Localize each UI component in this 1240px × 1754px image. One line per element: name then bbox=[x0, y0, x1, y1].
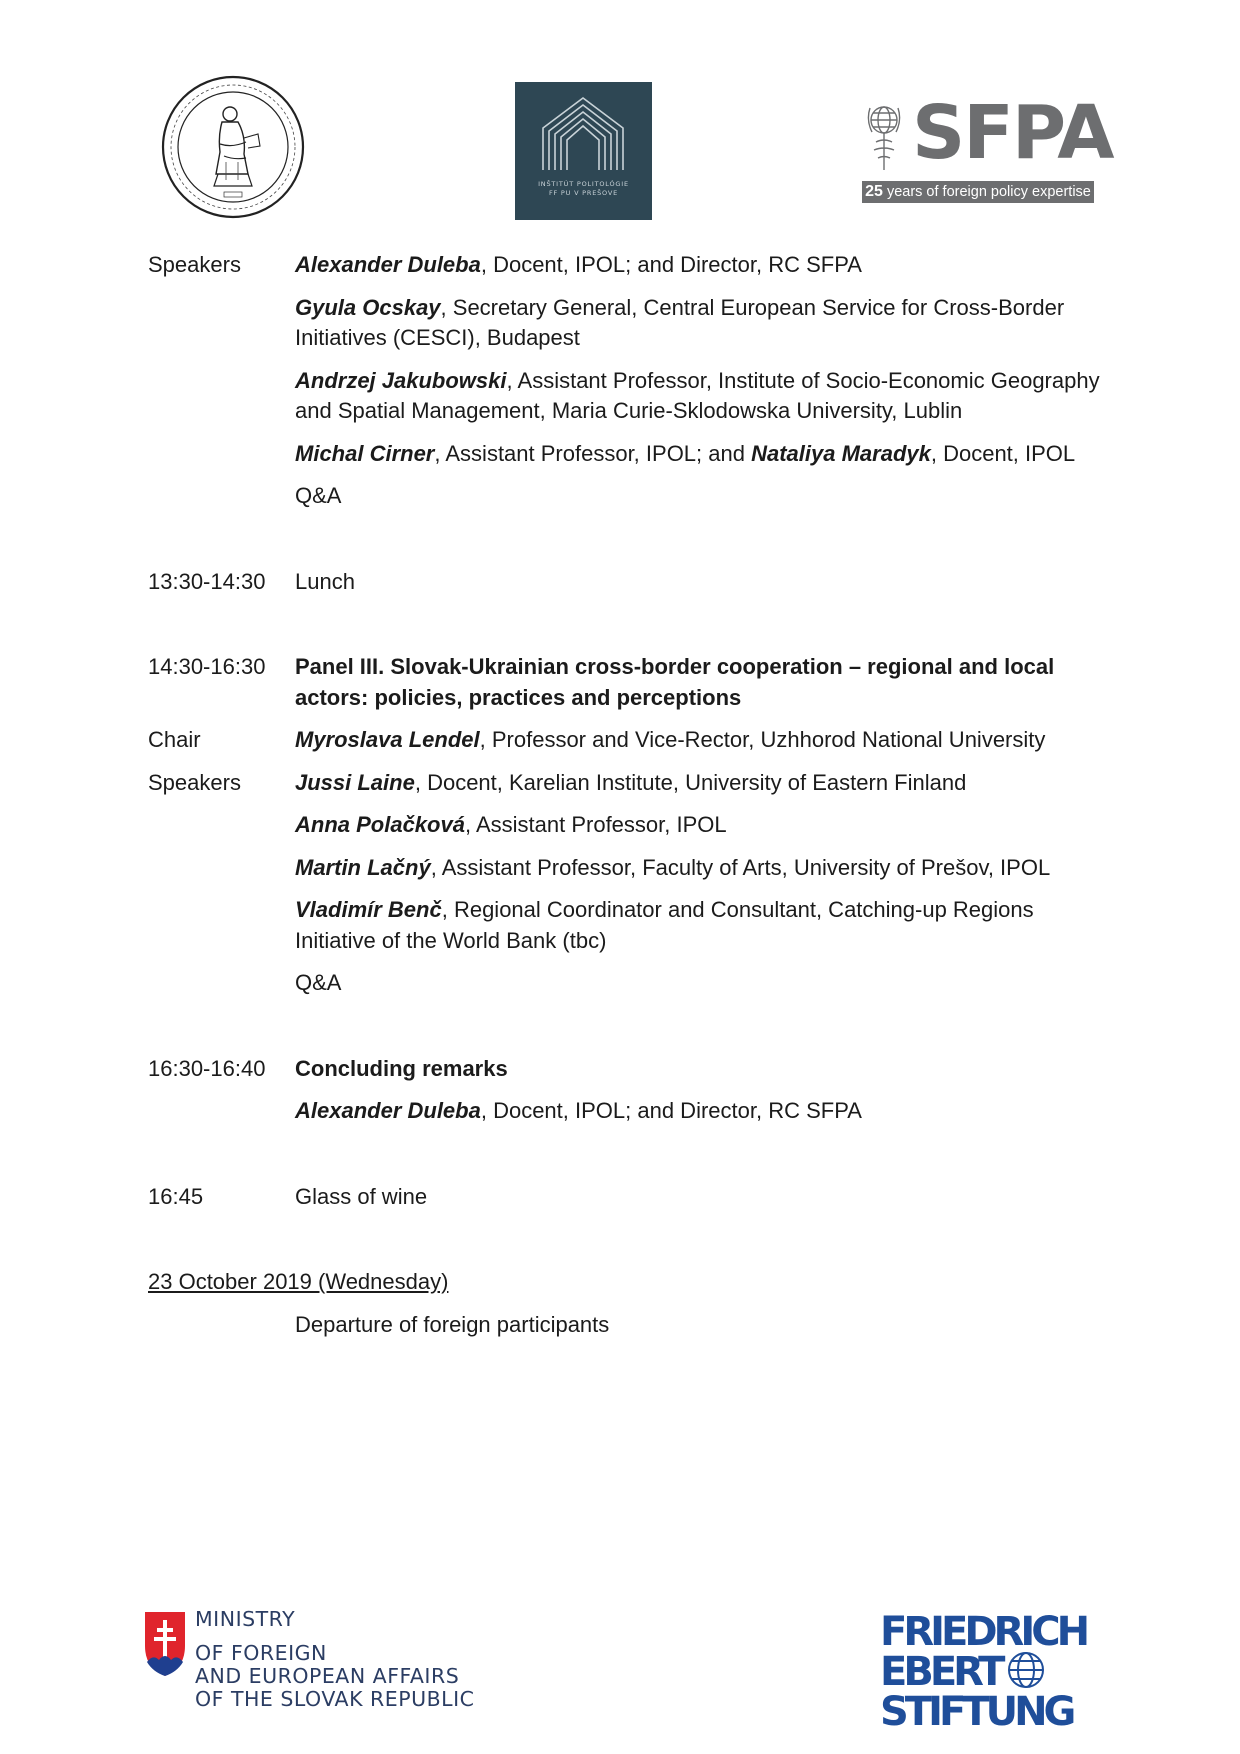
speaker-entry bbox=[295, 768, 1108, 799]
chair-entry bbox=[295, 725, 1108, 756]
sfpa-tagline bbox=[862, 181, 1094, 203]
qa-item: Q&A bbox=[295, 970, 342, 995]
agenda-row bbox=[148, 725, 1108, 756]
wine-item: Glass of wine bbox=[295, 1183, 428, 1209]
speaker-affiliation: , Assistant Professor, Institute of Socio-Economic Geography and Spatial Management, Maria Curie-Sklodowska University, Lublin bbox=[295, 367, 1100, 423]
qa-item: Q&A bbox=[295, 483, 342, 508]
fes-globe-icon bbox=[1006, 1650, 1046, 1690]
speaker-entry bbox=[295, 1096, 1108, 1127]
fes-line-2: EBERT bbox=[880, 1649, 1002, 1695]
speaker-entry bbox=[295, 439, 1108, 470]
agenda-row bbox=[148, 968, 1108, 999]
university-seal-icon bbox=[160, 74, 306, 220]
mfa-line-1: MINISTRY bbox=[195, 1607, 296, 1631]
speaker-affiliation: , Assistant Professor, IPOL bbox=[464, 812, 727, 837]
lunch-item: Lunch bbox=[295, 568, 355, 594]
speaker-name: Vladimír Benč bbox=[295, 897, 442, 922]
time-label: 16:30-16:40 bbox=[148, 1055, 266, 1081]
ipol-logo bbox=[515, 82, 652, 220]
speaker-name: Alexander Duleba bbox=[295, 1098, 481, 1123]
speaker-affiliation: , Assistant Professor, Faculty of Arts, University of Prešov, IPOL bbox=[430, 854, 1051, 880]
sfpa-wordmark: SFPA bbox=[912, 90, 1113, 176]
fes-wordmark bbox=[880, 1609, 1087, 1735]
fes-logo bbox=[880, 1609, 1100, 1738]
mfa-logo bbox=[143, 1607, 475, 1728]
agenda-row bbox=[148, 439, 1108, 470]
mfa-line-3: AND EUROPEAN AFFAIRS bbox=[195, 1664, 460, 1688]
agenda-row bbox=[148, 810, 1108, 841]
agenda-row bbox=[148, 567, 1108, 598]
agenda bbox=[148, 250, 1108, 1340]
agenda-row bbox=[148, 1310, 1108, 1341]
agenda-row bbox=[148, 250, 1108, 281]
speaker-entry bbox=[295, 366, 1108, 427]
speaker-affiliation: , Professor and Vice-Rector, Uzhhorod National University bbox=[479, 727, 1046, 752]
ipol-line-2: FF PU V PREŠOVE bbox=[548, 189, 619, 197]
speaker-name: Gyula Ocskay bbox=[295, 294, 441, 320]
time-label: 16:45 bbox=[148, 1183, 204, 1209]
speaker-entry bbox=[295, 895, 1108, 956]
ipol-line-1: INŠTITÚT POLITOLÓGIE bbox=[538, 180, 629, 188]
agenda-row bbox=[148, 895, 1108, 956]
concluding-title: Concluding remarks bbox=[295, 1055, 508, 1081]
departure-item: Departure of foreign participants bbox=[295, 1311, 610, 1337]
globe-emblem-icon bbox=[862, 98, 910, 178]
speaker-name: Andrzej Jakubowski bbox=[295, 367, 507, 393]
speaker-name: Nataliya Maradyk bbox=[751, 440, 931, 466]
agenda-row bbox=[148, 1182, 1108, 1213]
speaker-name: Martin Lačný bbox=[295, 854, 431, 880]
panel-title: Panel III. Slovak-Ukrainian cross-border cooperation – regional and local actors: policies, practices and perceptions bbox=[295, 654, 1055, 710]
speaker-affiliation: , Assistant Professor, IPOL; and bbox=[434, 440, 752, 466]
sfpa-tagline-number: 25 bbox=[865, 183, 883, 200]
university-seal-logo bbox=[160, 74, 306, 220]
row-label: Speakers bbox=[148, 769, 241, 795]
mfa-line-2: OF FOREIGN bbox=[195, 1641, 327, 1665]
speaker-affiliation: , Docent, Karelian Institute, University of Eastern Finland bbox=[414, 769, 967, 795]
agenda-row bbox=[148, 1267, 1108, 1298]
arch-icon bbox=[515, 82, 652, 172]
speaker-affiliation: , Docent, IPOL; and Director, RC SFPA bbox=[480, 1098, 862, 1123]
row-label: Chair bbox=[148, 727, 201, 752]
fes-line-1: FRIEDRICH bbox=[880, 1609, 1087, 1655]
speaker-affiliation: , Docent, IPOL bbox=[930, 440, 1076, 466]
mfa-line-4: OF THE SLOVAK REPUBLIC bbox=[195, 1687, 475, 1711]
slovak-coat-of-arms-icon bbox=[143, 1610, 187, 1678]
sfpa-logo bbox=[860, 90, 1113, 210]
mfa-text bbox=[195, 1608, 474, 1711]
date-heading: 23 October 2019 (Wednesday) bbox=[148, 1269, 449, 1294]
speaker-name: Alexander Duleba bbox=[295, 252, 481, 277]
agenda-row bbox=[148, 1096, 1108, 1127]
agenda-row bbox=[148, 1054, 1108, 1085]
speaker-entry bbox=[295, 293, 1108, 354]
agenda-row bbox=[148, 853, 1108, 884]
speaker-affiliation: , Secretary General, Central European Service for Cross-Border Initiatives (CESCI), Budapest bbox=[295, 294, 1065, 350]
speaker-entry bbox=[295, 810, 1108, 841]
agenda-row bbox=[148, 293, 1108, 354]
time-label: 14:30-16:30 bbox=[148, 654, 266, 679]
sfpa-tagline-text: years of foreign policy expertise bbox=[882, 184, 1091, 200]
row-label: Speakers bbox=[148, 252, 241, 277]
speaker-affiliation: , Docent, IPOL; and Director, RC SFPA bbox=[480, 252, 862, 277]
speaker-name: Jussi Laine bbox=[295, 769, 415, 795]
time-label: 13:30-14:30 bbox=[148, 568, 266, 594]
agenda-row bbox=[148, 652, 1108, 713]
speaker-affiliation: , Regional Coordinator and Consultant, Catching-up Regions Initiative of the World Bank (tbc) bbox=[295, 897, 1034, 953]
ipol-text bbox=[515, 180, 652, 198]
agenda-row bbox=[148, 366, 1108, 427]
agenda-row bbox=[148, 768, 1108, 799]
speaker-name: Anna Polačková bbox=[295, 812, 465, 837]
speaker-name: Michal Cirner bbox=[295, 440, 435, 466]
fes-line-3: STIFTUNG bbox=[880, 1689, 1073, 1735]
speaker-entry bbox=[295, 250, 1108, 281]
header-logos bbox=[0, 0, 1240, 230]
speaker-name: Myroslava Lendel bbox=[295, 727, 480, 752]
speaker-entry bbox=[295, 853, 1108, 884]
agenda-row bbox=[148, 481, 1108, 512]
